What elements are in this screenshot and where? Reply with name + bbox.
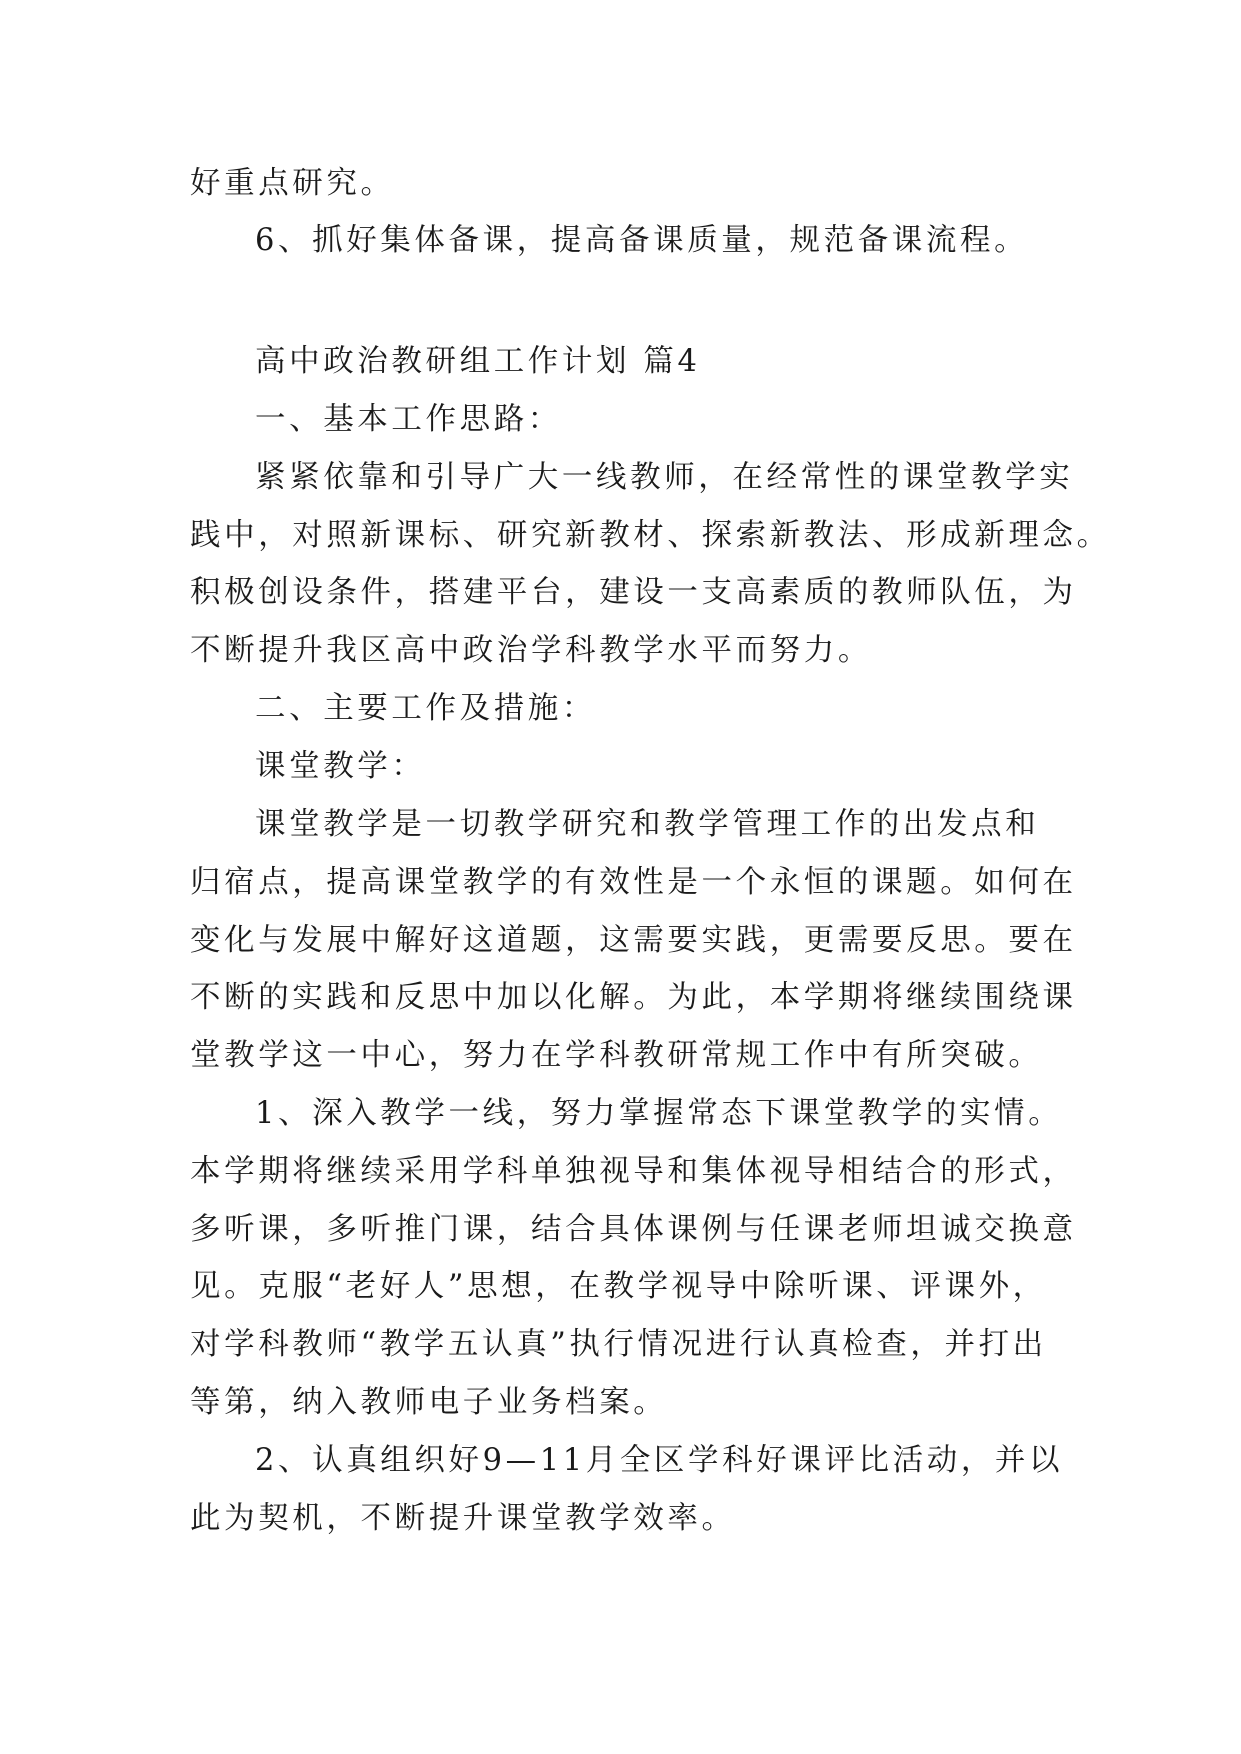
text-line: 好重点研究。 — [190, 166, 395, 201]
text-line: 积极创设条件，搭建平台，建设一支高素质的教师队伍，为 — [190, 575, 1077, 610]
text-line: 堂教学这一中心，努力在学科教研常规工作中有所突破。 — [190, 1038, 1043, 1073]
text-line: 多听课，多听推门课，结合具体课例与任课老师坦诚交换意 — [190, 1212, 1077, 1247]
list-item: 1、深入教学一线，努力掌握常态下课堂教学的实情。 — [255, 1096, 1063, 1131]
text-line: 见。克服“老好人”思想，在教学视导中除听课、评课外， — [190, 1269, 1047, 1304]
text-line: 践中，对照新课标、研究新教材、探索新教法、形成新理念。 — [190, 518, 1111, 553]
section-heading: 二、主要工作及措施： — [255, 691, 596, 726]
text-line: 此为契机，不断提升课堂教学效率。 — [190, 1501, 736, 1536]
text-line: 本学期将继续采用学科单独视导和集体视导相结合的形式， — [190, 1154, 1077, 1189]
text-line: 归宿点，提高课堂教学的有效性是一个永恒的课题。如何在 — [190, 865, 1077, 900]
text-line: 等第，纳入教师电子业务档案。 — [190, 1385, 668, 1420]
text-line: 不断提升我区高中政治学科教学水平而努力。 — [190, 633, 872, 668]
subheading: 课堂教学： — [255, 749, 426, 784]
list-item: 2、认真组织好9—11月全区学科好课评比活动，并以 — [255, 1443, 1064, 1478]
paragraph-start: 紧紧依靠和引导广大一线教师，在经常性的课堂教学实 — [255, 460, 1074, 495]
text-line: 变化与发展中解好这道题，这需要实践，更需要反思。要在 — [190, 923, 1077, 958]
section-heading: 一、基本工作思路： — [255, 402, 562, 437]
section-title: 高中政治教研组工作计划 篇4 — [255, 344, 701, 379]
text-line: 不断的实践和反思中加以化解。为此，本学期将继续围绕课 — [190, 980, 1077, 1015]
text-line: 对学科教师“教学五认真”执行情况进行认真检查，并打出 — [190, 1327, 1047, 1362]
paragraph-start: 课堂教学是一切教学研究和教学管理工作的出发点和 — [255, 807, 1040, 842]
list-item: 6、抓好集体备课，提高备课质量，规范备课流程。 — [255, 223, 1029, 258]
